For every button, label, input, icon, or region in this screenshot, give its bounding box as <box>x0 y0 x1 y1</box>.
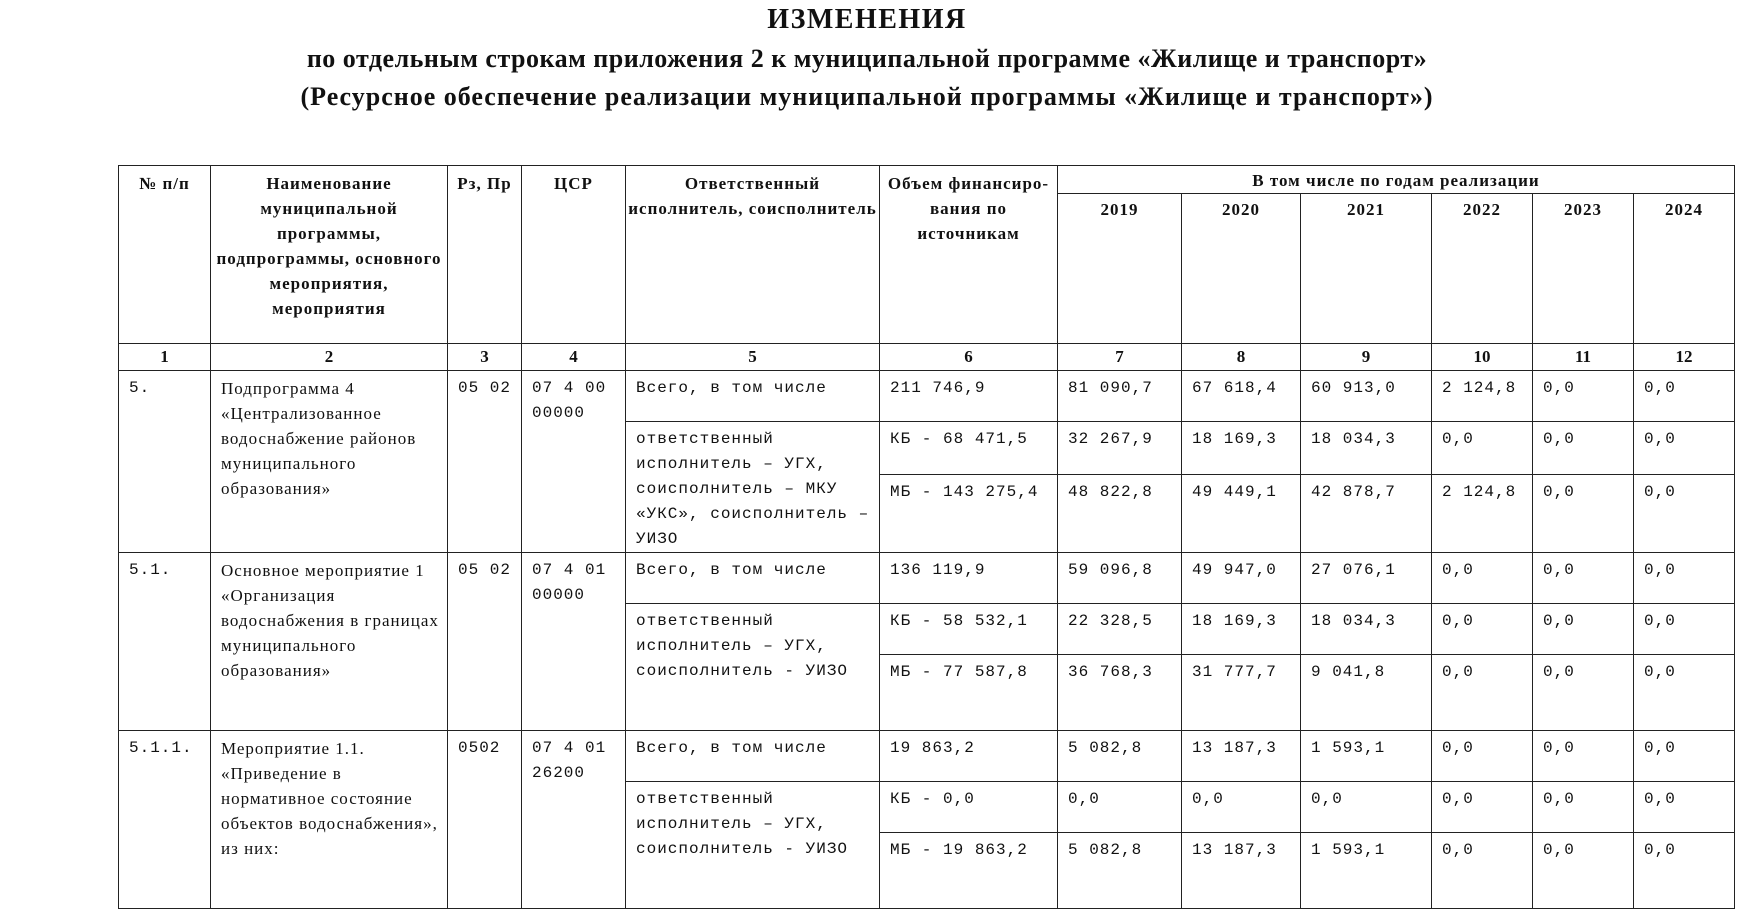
header-csr: ЦСР <box>522 166 626 344</box>
header-year: 2020 <box>1182 194 1301 344</box>
row-year-value: 0,0 <box>1634 371 1735 422</box>
row-year-value: 0,0 <box>1634 655 1735 731</box>
row-year-value: 48 822,8 <box>1058 474 1182 552</box>
column-number: 5 <box>626 344 880 371</box>
row-rzpr: 0502 <box>448 731 522 909</box>
row-number: 5.1. <box>119 553 211 731</box>
row-year-value: 0,0 <box>1634 731 1735 782</box>
row-year-value: 0,0 <box>1432 731 1533 782</box>
row-year-value: 0,0 <box>1533 655 1634 731</box>
row-year-value: 0,0 <box>1634 604 1735 655</box>
row-year-value: 42 878,7 <box>1301 474 1432 552</box>
column-number: 3 <box>448 344 522 371</box>
row-year-value: 2 124,8 <box>1432 371 1533 422</box>
column-number: 4 <box>522 344 626 371</box>
row-year-value: 0,0 <box>1432 833 1533 909</box>
row-responsible-total: Всего, в том числе <box>626 553 880 604</box>
column-number: 12 <box>1634 344 1735 371</box>
row-year-value: 32 267,9 <box>1058 422 1182 475</box>
row-year-value: 0,0 <box>1182 782 1301 833</box>
row-year-value: 18 169,3 <box>1182 422 1301 475</box>
column-number: 1 <box>119 344 211 371</box>
document-title: ИЗМЕНЕНИЯ <box>767 4 967 35</box>
document-subtitle-2: (Ресурсное обеспечение реализации муниципальной программы «Жилище и транспорт») <box>300 82 1434 111</box>
row-responsible-total: Всего, в том числе <box>626 371 880 422</box>
column-number: 6 <box>880 344 1058 371</box>
document-subtitle: по отдельным строкам приложения 2 к муниципальной программе «Жилище и транспорт» <box>306 44 1428 73</box>
header-year: 2024 <box>1634 194 1735 344</box>
row-year-value: 1 593,1 <box>1301 731 1432 782</box>
row-year-value: 49 449,1 <box>1182 474 1301 552</box>
row-year-value: 0,0 <box>1634 833 1735 909</box>
row-year-value: 0,0 <box>1058 782 1182 833</box>
row-year-value: 18 034,3 <box>1301 422 1432 475</box>
row-year-value: 13 187,3 <box>1182 833 1301 909</box>
row-year-value: 0,0 <box>1432 553 1533 604</box>
column-number: 8 <box>1182 344 1301 371</box>
header-year: 2022 <box>1432 194 1533 344</box>
row-year-value: 27 076,1 <box>1301 553 1432 604</box>
row-year-value: 0,0 <box>1533 782 1634 833</box>
row-year-value: 0,0 <box>1533 604 1634 655</box>
column-number: 11 <box>1533 344 1634 371</box>
row-year-value: 0,0 <box>1634 553 1735 604</box>
row-source: КБ - 68 471,5 <box>880 422 1058 475</box>
header-year: 2021 <box>1301 194 1432 344</box>
row-year-value: 0,0 <box>1533 731 1634 782</box>
row-responsible-detail: ответственный исполнитель – УГХ, соисполнитель - УИЗО <box>626 782 880 909</box>
row-year-value: 13 187,3 <box>1182 731 1301 782</box>
row-year-value: 0,0 <box>1533 474 1634 552</box>
row-year-value: 0,0 <box>1634 782 1735 833</box>
row-responsible-detail: ответственный исполнитель – УГХ, соисполнитель - УИЗО <box>626 604 880 731</box>
row-responsible-detail: ответственный исполнитель – УГХ, соисполнитель – МКУ «УКС», соисполнитель – УИЗО <box>626 422 880 553</box>
row-year-value: 2 124,8 <box>1432 474 1533 552</box>
header-volume: Объем финансиро-вания по источникам <box>880 166 1058 344</box>
row-responsible-total: Всего, в том числе <box>626 731 880 782</box>
row-year-value: 0,0 <box>1533 833 1634 909</box>
header-rzpr: Рз, Пр <box>448 166 522 344</box>
row-year-value: 1 593,1 <box>1301 833 1432 909</box>
row-year-value: 22 328,5 <box>1058 604 1182 655</box>
row-year-value: 0,0 <box>1634 474 1735 552</box>
header-responsible: Ответственный исполнитель, соисполнитель <box>626 166 880 344</box>
row-year-value: 0,0 <box>1432 422 1533 475</box>
header-num: № п/п <box>119 166 211 344</box>
row-year-value: 5 082,8 <box>1058 833 1182 909</box>
row-year-value: 0,0 <box>1533 422 1634 475</box>
row-year-value: 59 096,8 <box>1058 553 1182 604</box>
row-source: 19 863,2 <box>880 731 1058 782</box>
row-source: 136 119,9 <box>880 553 1058 604</box>
table-row <box>119 371 1735 422</box>
row-year-value: 9 041,8 <box>1301 655 1432 731</box>
row-year-value: 67 618,4 <box>1182 371 1301 422</box>
row-year-value: 0,0 <box>1301 782 1432 833</box>
row-source: МБ - 77 587,8 <box>880 655 1058 731</box>
row-year-value: 18 034,3 <box>1301 604 1432 655</box>
row-rzpr: 05 02 <box>448 553 522 731</box>
row-name: Основное мероприятие 1 «Организация водоснабжения в границах муниципального образования» <box>211 553 448 731</box>
row-year-value: 0,0 <box>1432 655 1533 731</box>
row-year-value: 0,0 <box>1432 782 1533 833</box>
row-source: КБ - 58 532,1 <box>880 604 1058 655</box>
column-number: 2 <box>211 344 448 371</box>
row-year-value: 18 169,3 <box>1182 604 1301 655</box>
header-year: 2019 <box>1058 194 1182 344</box>
row-number: 5. <box>119 371 211 553</box>
row-source: 211 746,9 <box>880 371 1058 422</box>
header-year: 2023 <box>1533 194 1634 344</box>
row-number: 5.1.1. <box>119 731 211 909</box>
table-row <box>119 731 1735 782</box>
row-source: КБ - 0,0 <box>880 782 1058 833</box>
row-year-value: 36 768,3 <box>1058 655 1182 731</box>
row-year-value: 0,0 <box>1533 371 1634 422</box>
row-year-value: 5 082,8 <box>1058 731 1182 782</box>
resource-table <box>118 165 1735 909</box>
column-number: 7 <box>1058 344 1182 371</box>
row-year-value: 0,0 <box>1533 553 1634 604</box>
row-year-value: 49 947,0 <box>1182 553 1301 604</box>
row-year-value: 81 090,7 <box>1058 371 1182 422</box>
row-rzpr: 05 02 <box>448 371 522 553</box>
header-name: Наименование муниципальной программы, подпрограммы, основного мероприятия, мероприятия <box>211 166 448 344</box>
column-number: 10 <box>1432 344 1533 371</box>
column-number: 9 <box>1301 344 1432 371</box>
row-source: МБ - 143 275,4 <box>880 474 1058 552</box>
row-csr: 07 4 01 26200 <box>522 731 626 909</box>
row-year-value: 0,0 <box>1634 422 1735 475</box>
header-years-group: В том числе по годам реализации <box>1058 166 1735 194</box>
row-year-value: 31 777,7 <box>1182 655 1301 731</box>
row-csr: 07 4 00 00000 <box>522 371 626 553</box>
row-csr: 07 4 01 00000 <box>522 553 626 731</box>
row-name: Подпрограмма 4 «Централизованное водоснабжение районов муниципального образования» <box>211 371 448 553</box>
row-name: Мероприятие 1.1. «Приведение в нормативное состояние объектов водоснабжения», из них: <box>211 731 448 909</box>
row-year-value: 60 913,0 <box>1301 371 1432 422</box>
table-row <box>119 553 1735 604</box>
row-year-value: 0,0 <box>1432 604 1533 655</box>
row-source: МБ - 19 863,2 <box>880 833 1058 909</box>
